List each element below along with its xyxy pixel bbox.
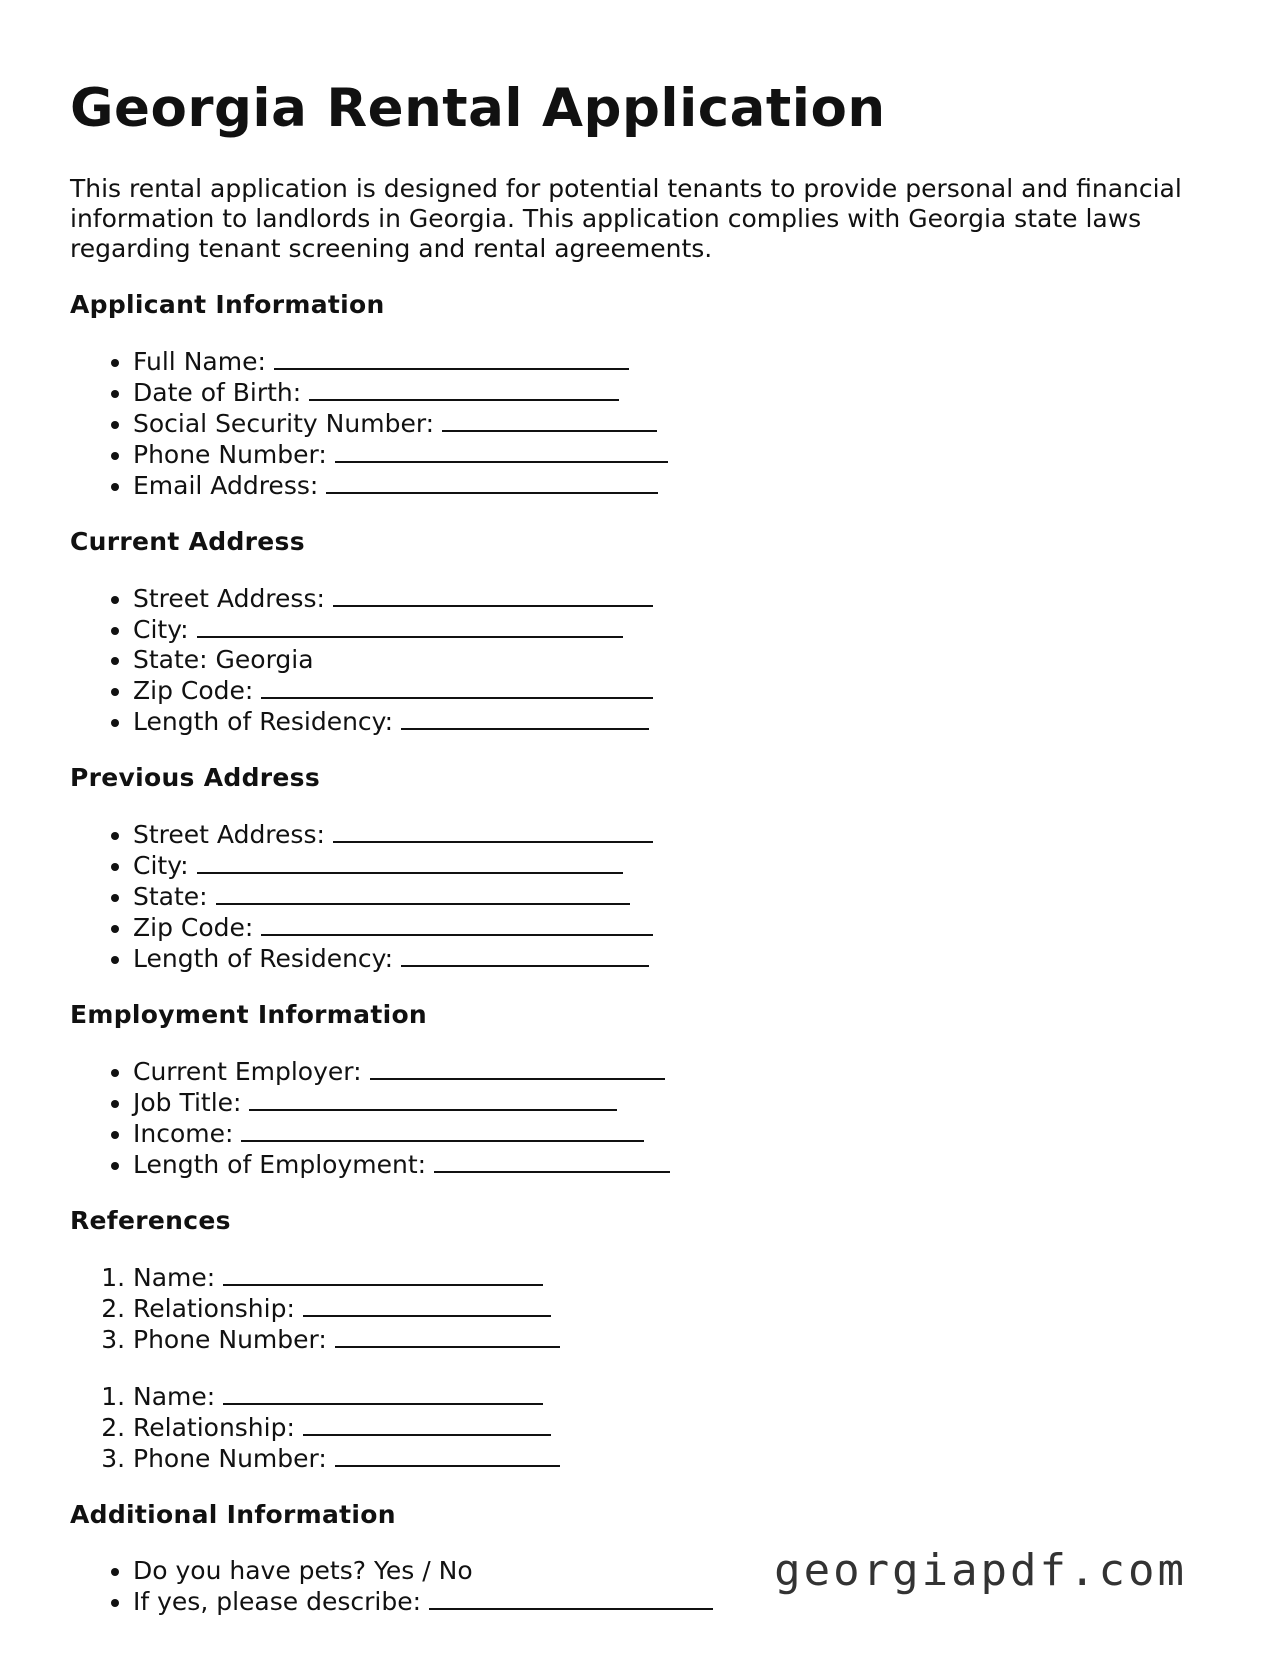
dob-field[interactable] bbox=[309, 377, 619, 401]
previous-zip-label: Zip Code: bbox=[133, 913, 254, 943]
list-item bbox=[133, 583, 1220, 614]
list-item bbox=[133, 1293, 1220, 1324]
list-item bbox=[133, 614, 1220, 645]
ref1-name-field[interactable] bbox=[223, 1262, 543, 1286]
ref1-relationship-label: Relationship: bbox=[133, 1294, 295, 1324]
income-field[interactable] bbox=[241, 1118, 644, 1142]
list-item bbox=[133, 1412, 1220, 1443]
ref2-relationship-label: Relationship: bbox=[133, 1413, 295, 1443]
previous-street-field[interactable] bbox=[333, 819, 653, 843]
list-item bbox=[133, 881, 1220, 912]
list-item bbox=[133, 346, 1220, 377]
document-page bbox=[70, 80, 1220, 1643]
job-title-field[interactable] bbox=[249, 1087, 617, 1111]
list-item bbox=[133, 1149, 1220, 1180]
applicant-list bbox=[70, 346, 1220, 501]
list-item bbox=[133, 470, 1220, 501]
ref1-phone-label: Phone Number: bbox=[133, 1325, 327, 1355]
previous-zip-field[interactable] bbox=[261, 912, 653, 936]
list-item bbox=[133, 850, 1220, 881]
current-length-label: Length of Residency: bbox=[133, 707, 394, 737]
page-title: Georgia Rental Application bbox=[70, 78, 886, 139]
pets-describe-label: If yes, please describe: bbox=[133, 1587, 422, 1617]
previous-address-heading: Previous Address bbox=[70, 763, 321, 793]
previous-city-field[interactable] bbox=[197, 850, 623, 874]
previous-length-field[interactable] bbox=[401, 943, 649, 967]
previous-address-list bbox=[70, 819, 1220, 974]
ref2-relationship-field[interactable] bbox=[303, 1412, 551, 1436]
employment-list bbox=[70, 1056, 1220, 1180]
list-item bbox=[133, 645, 1220, 675]
previous-state-field[interactable] bbox=[216, 881, 630, 905]
list-item bbox=[133, 439, 1220, 470]
current-address-list bbox=[70, 583, 1220, 737]
ref1-relationship-field[interactable] bbox=[303, 1293, 551, 1317]
income-label: Income: bbox=[133, 1119, 234, 1149]
list-item bbox=[133, 1087, 1220, 1118]
current-length-field[interactable] bbox=[401, 706, 649, 730]
list-item bbox=[133, 408, 1220, 439]
full-name-field[interactable] bbox=[274, 346, 629, 370]
phone-label: Phone Number: bbox=[133, 440, 327, 470]
ref2-name-field[interactable] bbox=[223, 1381, 543, 1405]
employment-length-field[interactable] bbox=[434, 1149, 670, 1173]
current-address-heading: Current Address bbox=[70, 527, 305, 557]
current-zip-label: Zip Code: bbox=[133, 676, 254, 706]
ssn-label: Social Security Number: bbox=[133, 409, 435, 439]
current-street-label: Street Address: bbox=[133, 584, 325, 614]
list-item bbox=[133, 675, 1220, 706]
employment-length-label: Length of Employment: bbox=[133, 1150, 427, 1180]
intro-paragraph: This rental application is designed for potential tenants to provide personal and financial information to landlords in Georgia. This application complies with Georgia state laws regarding tenant screening and rental agreements. bbox=[70, 174, 1182, 264]
full-name-label: Full Name: bbox=[133, 347, 266, 377]
list-item bbox=[133, 1443, 1220, 1474]
list-item bbox=[133, 943, 1220, 974]
previous-state-label: State: bbox=[133, 882, 208, 912]
current-zip-field[interactable] bbox=[261, 675, 653, 699]
reference-1-list bbox=[70, 1262, 1220, 1355]
pets-question: Do you have pets? Yes / No bbox=[133, 1556, 473, 1586]
current-street-field[interactable] bbox=[333, 583, 653, 607]
previous-city-label: City: bbox=[133, 851, 189, 881]
list-item bbox=[133, 1262, 1220, 1293]
dob-label: Date of Birth: bbox=[133, 378, 302, 408]
list-item bbox=[133, 912, 1220, 943]
list-item bbox=[133, 1324, 1220, 1355]
applicant-heading: Applicant Information bbox=[70, 290, 385, 320]
phone-field[interactable] bbox=[335, 439, 668, 463]
list-item bbox=[133, 377, 1220, 408]
current-city-label: City: bbox=[133, 615, 189, 645]
list-item bbox=[133, 706, 1220, 737]
ref2-name-label: Name: bbox=[133, 1382, 216, 1412]
job-title-label: Job Title: bbox=[133, 1088, 242, 1118]
email-field[interactable] bbox=[326, 470, 658, 494]
current-city-field[interactable] bbox=[197, 614, 623, 638]
ssn-field[interactable] bbox=[442, 408, 657, 432]
additional-heading: Additional Information bbox=[70, 1500, 396, 1530]
employment-heading: Employment Information bbox=[70, 1000, 428, 1030]
email-label: Email Address: bbox=[133, 471, 319, 501]
current-state-label: State: Georgia bbox=[133, 645, 314, 675]
employer-label: Current Employer: bbox=[133, 1057, 362, 1087]
list-item bbox=[133, 819, 1220, 850]
list-item bbox=[133, 1381, 1220, 1412]
ref1-name-label: Name: bbox=[133, 1263, 216, 1293]
list-item bbox=[133, 1056, 1220, 1087]
previous-length-label: Length of Residency: bbox=[133, 944, 394, 974]
employer-field[interactable] bbox=[370, 1056, 665, 1080]
watermark: georgiapdf.com bbox=[774, 1545, 1187, 1596]
ref2-phone-label: Phone Number: bbox=[133, 1444, 327, 1474]
ref2-phone-field[interactable] bbox=[335, 1443, 560, 1467]
previous-street-label: Street Address: bbox=[133, 820, 325, 850]
references-heading: References bbox=[70, 1206, 231, 1236]
pets-describe-field[interactable] bbox=[429, 1586, 713, 1610]
ref1-phone-field[interactable] bbox=[335, 1324, 560, 1348]
reference-2-list bbox=[70, 1381, 1220, 1474]
list-item bbox=[133, 1118, 1220, 1149]
